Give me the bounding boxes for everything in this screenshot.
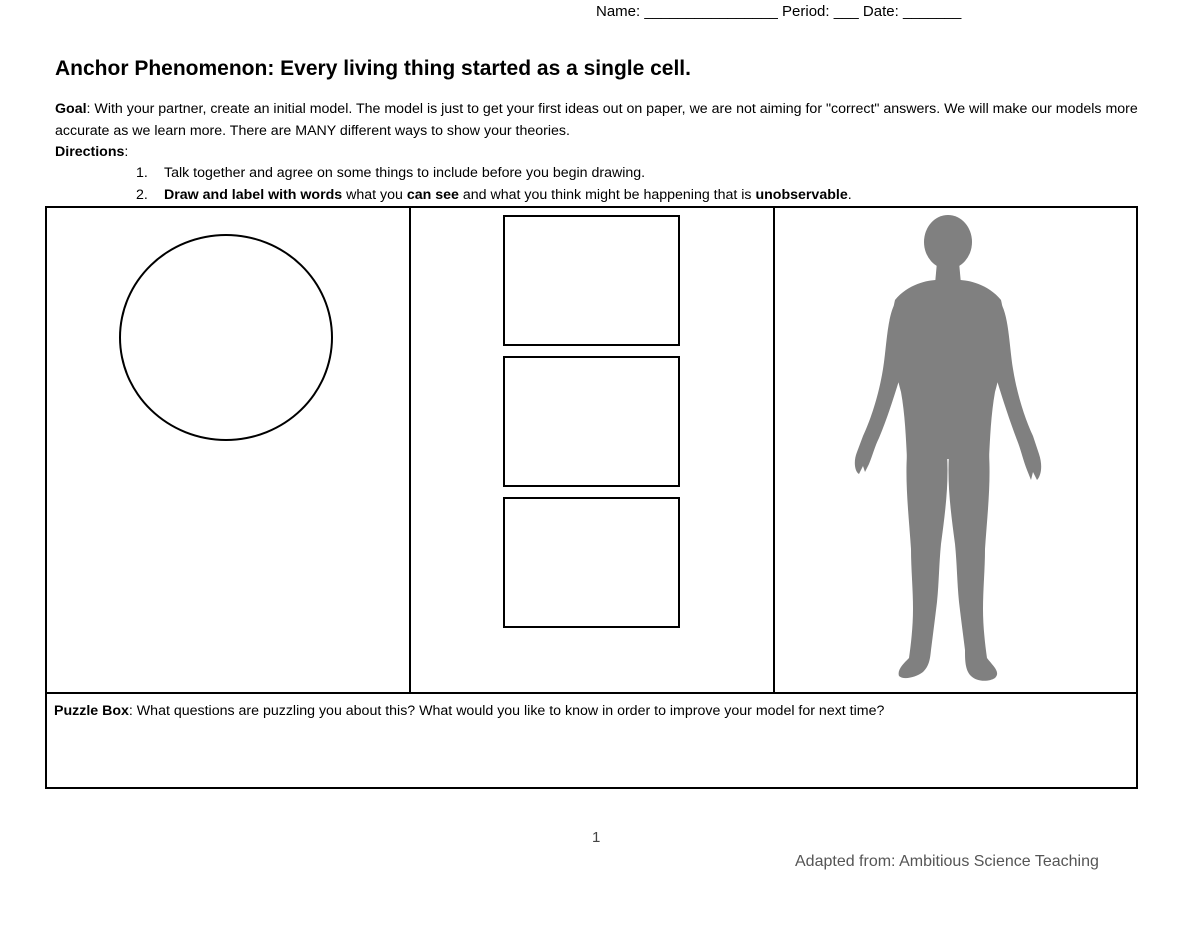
- human-body-silhouette-icon: [833, 214, 1063, 686]
- stage-box-1[interactable]: [503, 215, 680, 346]
- puzzle-box-prompt: : What questions are puzzling you about this? What would you like to know in order to improve your model for next time?: [128, 703, 885, 719]
- source-credit: Adapted from: Ambitious Science Teaching: [795, 853, 1099, 870]
- page-number: 1: [592, 829, 601, 846]
- step-text: .: [847, 187, 852, 203]
- period-label: Period:: [782, 3, 830, 20]
- step-emphasis: can see: [406, 187, 459, 203]
- directions-label: Directions: [55, 144, 125, 160]
- step-emphasis: unobservable: [755, 187, 848, 203]
- human-body-panel[interactable]: [775, 208, 1136, 692]
- direction-step: [136, 184, 852, 206]
- goal-paragraph: [55, 98, 1140, 142]
- direction-step: [136, 162, 852, 184]
- page-title: Anchor Phenomenon: Every living thing started as a single cell.: [55, 57, 691, 80]
- date-blank: _______: [902, 3, 962, 20]
- stage-box-2[interactable]: [503, 356, 680, 487]
- single-cell-circle-icon: [119, 234, 333, 441]
- name-label: Name:: [596, 3, 641, 20]
- cell-division-panel[interactable]: [411, 208, 775, 692]
- name-blank: ________________: [644, 3, 778, 20]
- step-text: Talk together and agree on some things to include before you begin drawing.: [164, 165, 646, 181]
- model-drawing-area: [45, 206, 1138, 789]
- date-label: Date:: [862, 3, 899, 20]
- step-text: and what you think might be happening that is: [458, 187, 756, 203]
- step-emphasis: Draw and label with words: [164, 187, 343, 203]
- goal-text: : With your partner, create an initial model. The model is just to get your first ideas out on paper, we are not aiming for "correct" answers. We will make our models more accurate as we learn more. There are MANY different ways to show your theories.: [55, 101, 1138, 139]
- stage-box-3[interactable]: [503, 497, 680, 628]
- period-blank: ___: [833, 3, 859, 20]
- directions-list: [136, 162, 852, 206]
- goal-label: Goal: [55, 101, 87, 117]
- single-cell-panel[interactable]: [47, 208, 411, 692]
- step-number: 2.: [136, 187, 148, 203]
- step-number: 1.: [136, 165, 148, 181]
- step-text: what you: [342, 187, 407, 203]
- directions-heading: [55, 141, 128, 163]
- student-info-line: [596, 3, 961, 20]
- puzzle-box[interactable]: [47, 692, 1136, 787]
- puzzle-box-label: Puzzle Box: [54, 703, 129, 719]
- directions-colon: :: [124, 144, 129, 160]
